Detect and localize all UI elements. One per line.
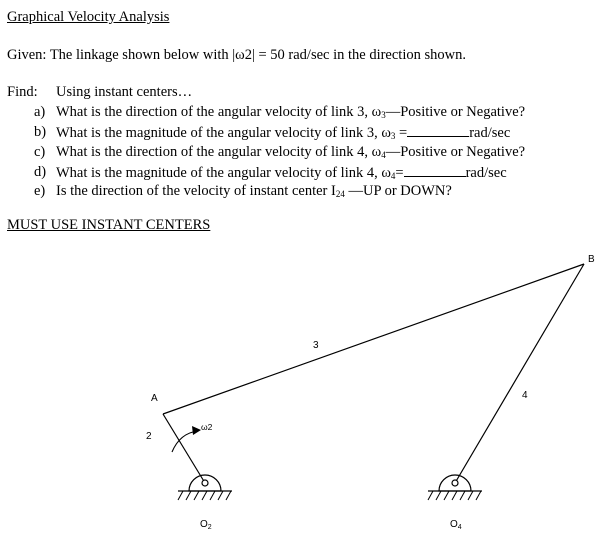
link-2 bbox=[163, 414, 205, 483]
question-text-tail: = bbox=[395, 165, 404, 181]
unit-label: rad/sec bbox=[465, 165, 507, 181]
question-subscript: 4 bbox=[381, 150, 386, 160]
ground-pivot-o2 bbox=[178, 475, 232, 500]
question-text-tail: —Positive or Negative? bbox=[385, 104, 526, 120]
unit-label: rad/sec bbox=[469, 125, 511, 141]
label-o2: $O_2$ bbox=[200, 519, 212, 531]
question-subscript: 3 bbox=[381, 110, 386, 120]
question-subscript: 3 bbox=[390, 131, 396, 141]
label-link-4: 4 bbox=[522, 390, 528, 401]
question-text-main: What is the magnitude of the angular velocity of link 4, ω bbox=[56, 165, 391, 181]
question-text-main: What is the magnitude of the angular velocity of link 3, ω bbox=[56, 125, 391, 141]
question-letter: b) bbox=[34, 124, 47, 140]
label-point-a: A bbox=[151, 393, 158, 404]
label-omega2: ω2 bbox=[201, 422, 213, 432]
page-title: Graphical Velocity Analysis bbox=[7, 9, 170, 25]
question-letter: c) bbox=[34, 144, 46, 160]
question-text-main: What is the direction of the angular velocity of link 4, ω bbox=[56, 144, 382, 160]
question-letter: e) bbox=[34, 183, 46, 199]
label-o4: $O_4$ bbox=[450, 519, 462, 531]
find-intro: Using instant centers… bbox=[56, 84, 193, 100]
question-subscript: 4 bbox=[390, 171, 396, 181]
label-link-3: 3 bbox=[313, 340, 319, 351]
label-link-2: 2 bbox=[146, 431, 152, 442]
find-label: Find: bbox=[7, 84, 38, 100]
omega2-arrowhead bbox=[192, 426, 201, 435]
question-text-tail: = bbox=[395, 125, 408, 141]
must-use-note: MUST USE INSTANT CENTERS bbox=[7, 217, 211, 233]
question-text-main: Is the direction of the velocity of instant center I bbox=[56, 183, 336, 199]
question-letter: d) bbox=[34, 164, 47, 180]
question-subscript: 24 bbox=[335, 189, 345, 199]
question-text-tail: —Positive or Negative? bbox=[385, 144, 526, 160]
label-point-b: B bbox=[588, 254, 595, 265]
question-letter: a) bbox=[34, 104, 46, 120]
link-4 bbox=[455, 264, 584, 483]
question-text-main: What is the direction of the angular velocity of link 3, ω bbox=[56, 104, 382, 120]
given-statement: Given: The linkage shown below with |ω2| = 50 rad/sec in the direction shown. bbox=[7, 47, 466, 63]
question-text-tail: —UP or DOWN? bbox=[344, 183, 452, 199]
ground-pivot-o4 bbox=[428, 475, 482, 500]
link-3 bbox=[163, 264, 584, 414]
